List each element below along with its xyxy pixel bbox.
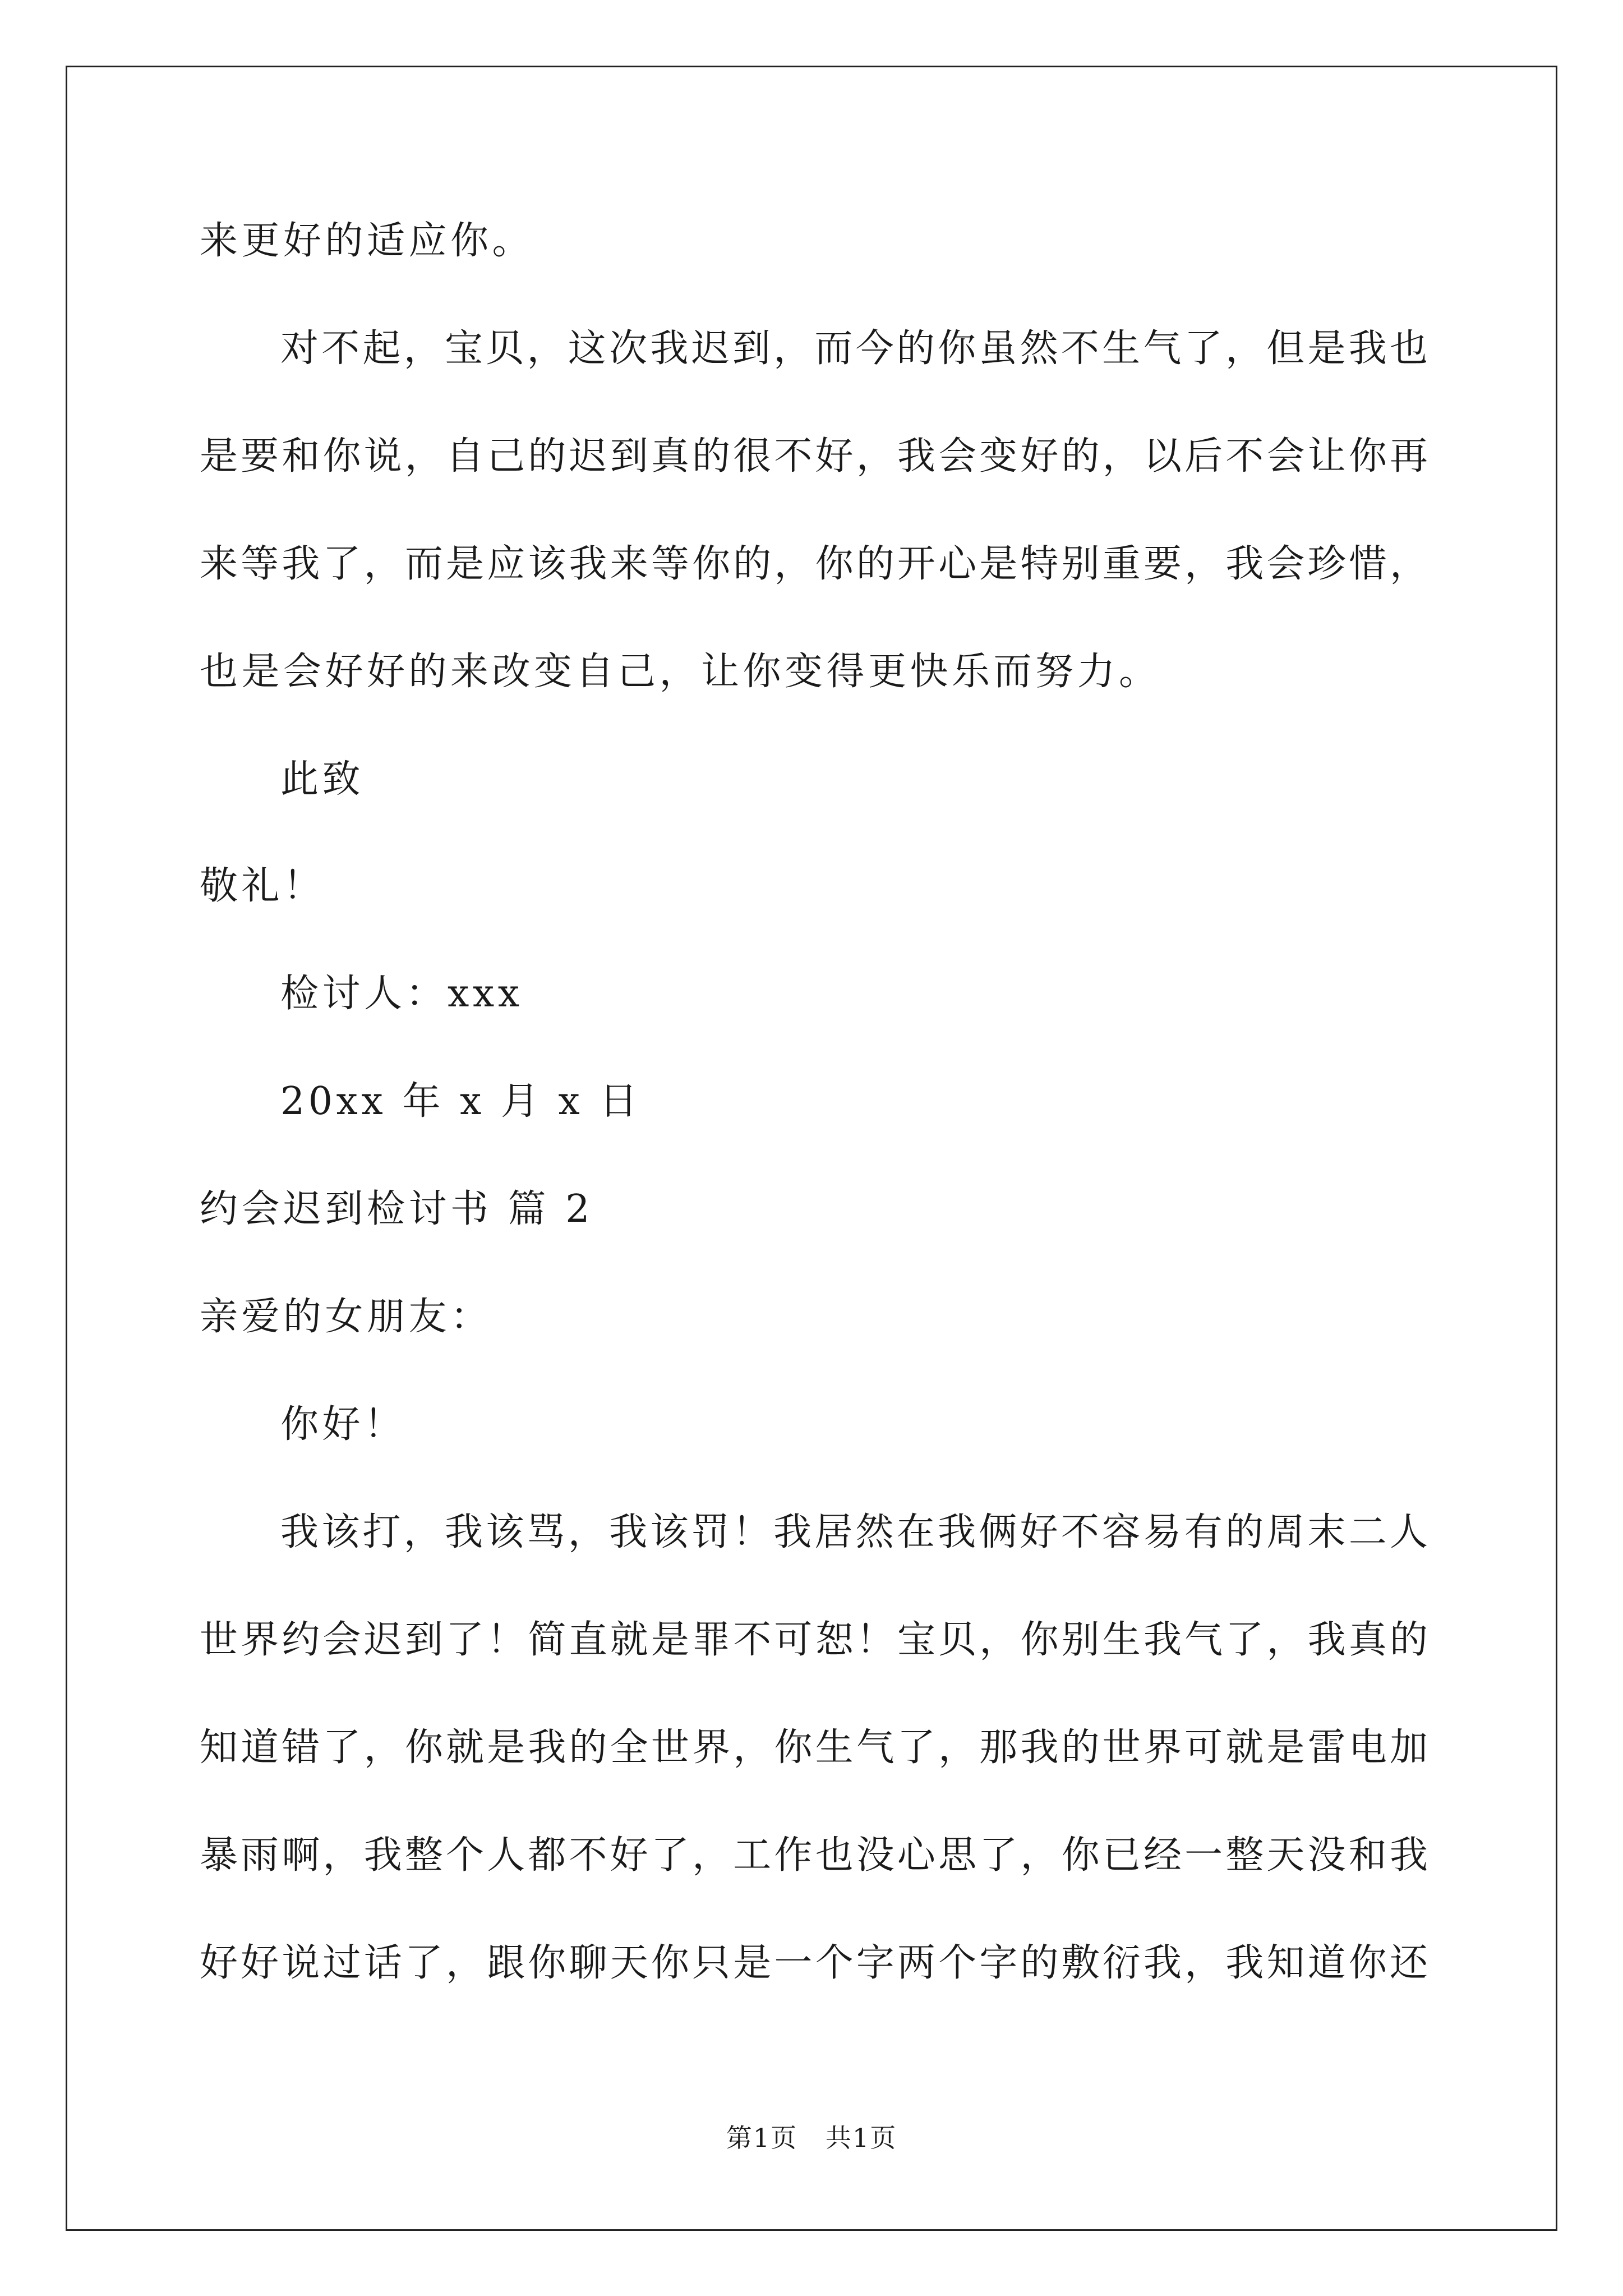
paragraph-line: 来等我了，而是应该我来等你的，你的开心是特别重要，我会珍惜，	[200, 542, 1428, 586]
paragraph-line: 世界约会迟到了！简直就是罪不可恕！宝贝，你别生我气了，我真的	[200, 1618, 1428, 1662]
section-heading: 约会迟到检讨书 篇 2	[200, 1187, 593, 1231]
closing-regards: 敬礼！	[200, 864, 325, 908]
letter-greeting: 亲爱的女朋友：	[200, 1295, 492, 1339]
paragraph-line: 知道错了，你就是我的全世界，你生气了，那我的世界可就是雷电加	[200, 1726, 1428, 1770]
paragraph-line: 对不起，宝贝，这次我迟到，而今的你虽然不生气了，但是我也	[280, 326, 1428, 371]
paragraph-line: 好好说过话了，跟你聊天你只是一个字两个字的敷衍我，我知道你还	[200, 1941, 1428, 1985]
signature-name: 检讨人：xxx	[280, 972, 523, 1016]
paragraph-line: 来更好的适应你。	[200, 219, 534, 263]
paragraph-line: 我该打，我该骂，我该罚！我居然在我俩好不容易有的周末二人	[280, 1510, 1428, 1554]
signature-date: 20xx 年 x 月 x 日	[280, 1079, 642, 1124]
paragraph-line: 是要和你说，自己的迟到真的很不好，我会变好的，以后不会让你再	[200, 434, 1428, 478]
paragraph-line: 也是会好好的来改变自己，让你变得更快乐而努力。	[200, 650, 1161, 694]
letter-hello: 你好！	[280, 1402, 406, 1447]
paragraph-line: 暴雨啊，我整个人都不好了，工作也没心思了，你已经一整天没和我	[200, 1833, 1428, 1878]
page-footer: 第1页 共1页	[726, 2123, 897, 2153]
closing-salutation: 此致	[280, 757, 365, 802]
page-border	[66, 66, 1557, 2231]
